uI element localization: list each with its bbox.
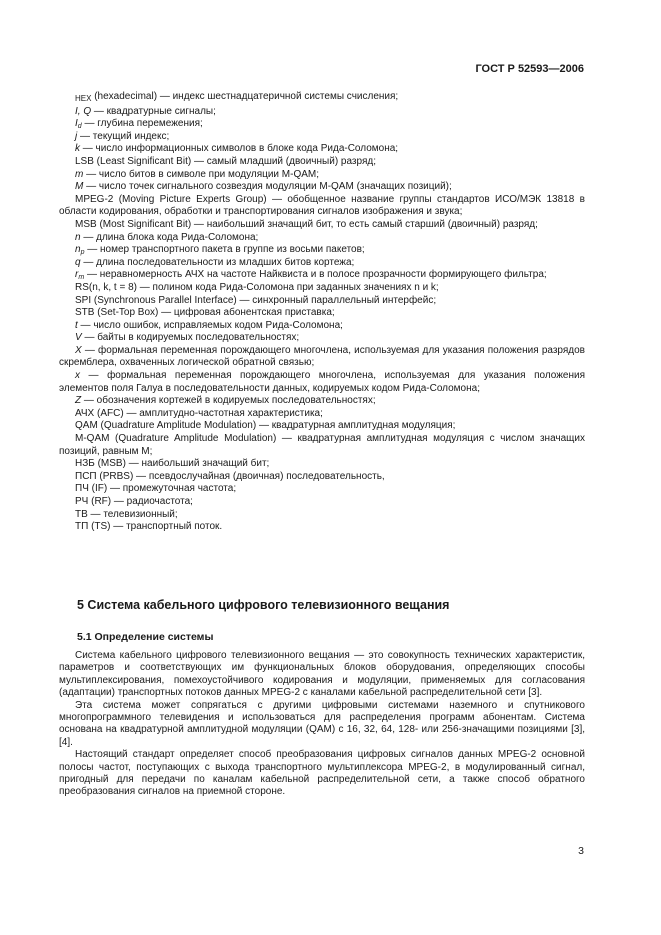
definition-text: (n, k, t = 8) — полином кода Рида-Соломона при заданных значениях n и k; xyxy=(88,281,439,293)
definition-item xyxy=(59,320,585,333)
definition-item xyxy=(59,181,585,194)
definition-item xyxy=(59,307,585,320)
definition-text: — текущий индекс; xyxy=(77,130,170,142)
definition-text: (RF) — радиочастота; xyxy=(88,496,193,507)
definition-symbol: M xyxy=(75,181,84,193)
definition-subscript: m xyxy=(78,274,85,282)
paragraph: Система кабельного цифрового телевизионного вещания — это совокупность технических характеристик, параметров и соответствующих им функциональных блоков оборудования, определяющих способы мультиплексирования, помехоустойчивого кодирования и модуляции, применяемых для согласования (адаптации) транспортных потоков данных MPEG-2 с каналами кабельной распределительной сети [3]. xyxy=(59,650,585,699)
definition-item xyxy=(59,521,585,534)
definition-symbol: m xyxy=(75,168,84,180)
definition-symbol: Z xyxy=(75,395,82,407)
definition-text: — длина последовательности из младших битов кортежа; xyxy=(80,256,355,268)
definition-item xyxy=(59,471,585,484)
definition-item xyxy=(59,332,585,345)
definition-symbol: X xyxy=(75,344,82,356)
definition-symbol: M-QAM xyxy=(75,433,110,445)
definition-item xyxy=(59,244,585,257)
definition-symbol: r xyxy=(75,269,79,281)
definition-text: — формальная переменная порождающего многочлена, используемая для указания положения элементов поля Галуа в последовательности данных, кодируемых кодом Рида-Соломона; xyxy=(59,370,585,394)
definition-text: (hexadecimal) — индекс шестнадцатеричной системы счисления; xyxy=(91,91,399,102)
definition-text: — число информационных символов в блоке кода Рида-Соломона; xyxy=(80,143,399,155)
definition-text: (Quadrature Amplitude Modulation) — квадратурная амплитудная модуляция с числом значащих позиций, равным M; xyxy=(59,433,585,457)
definition-text: — байты в кодируемых последовательностях; xyxy=(81,332,300,344)
definition-text: (Quadrature Amplitude Modulation) — квадратурная амплитудная модуляция; xyxy=(97,420,456,432)
definition-text: — число точек сигнального созвездия модуляции M-QAM (значащих позиций); xyxy=(83,181,452,193)
definition-item xyxy=(59,91,585,106)
definition-symbol: k xyxy=(75,143,80,155)
definition-item xyxy=(59,118,585,131)
definition-symbol: SPI xyxy=(75,294,92,306)
definition-text: (Synchronous Parallel Interface) — синхронный параллельный интерфейс; xyxy=(91,294,437,306)
definition-symbol: QAM xyxy=(75,420,98,432)
definition-item xyxy=(59,219,585,232)
definition-item xyxy=(59,509,585,522)
definition-text: (Set-Top Box) — цифровая абонентская приставка; xyxy=(94,307,335,319)
definition-symbol: RS xyxy=(75,281,89,293)
definition-text: (AFC) — амплитудно-частотная характеристика; xyxy=(94,407,323,419)
definition-symbol: LSB xyxy=(75,155,94,167)
definition-symbol: x xyxy=(75,370,80,382)
definition-item xyxy=(59,496,585,509)
definition-symbol: t xyxy=(75,319,78,331)
definition-item xyxy=(59,408,585,421)
definition-item xyxy=(59,345,585,370)
definition-text: (PRBS) — псевдослучайная (двоичная) последовательность, xyxy=(96,470,385,482)
definition-symbol: q xyxy=(75,256,81,268)
definition-text: — обозначения кортежей в кодируемых последовательностях; xyxy=(81,395,376,407)
definition-text: — квадратурные сигналы; xyxy=(91,105,216,117)
definition-text: (Moving Picture Experts Group) — обобщенное название группы стандартов ИСО/МЭК 13818 в области кодирования, обработки и транспортирования сигналов изображения и звука; xyxy=(59,193,585,218)
definition-text: — длина блока кода Рида-Соломона; xyxy=(80,231,259,243)
definition-text: — неравномерность АЧХ на частоте Найквиста и в полосе прозрачности формирующего фильтра; xyxy=(84,269,547,281)
definition-item xyxy=(59,483,585,496)
definition-item xyxy=(59,433,585,458)
definition-symbol: n xyxy=(75,244,81,256)
definition-symbol: n xyxy=(75,231,81,243)
definition-item xyxy=(59,395,585,408)
definition-symbol: НЗБ xyxy=(75,458,95,470)
definition-item xyxy=(59,169,585,182)
definition-symbol: MSB xyxy=(75,218,97,230)
definition-item xyxy=(59,131,585,144)
definition-text: (IF) — промежуточная частота; xyxy=(88,483,237,495)
definition-item xyxy=(59,370,585,395)
definition-text: — число битов в символе при модуляции M-QAM; xyxy=(83,168,320,180)
definition-symbol: STB xyxy=(75,307,95,319)
definition-item xyxy=(59,194,585,219)
definition-text: — число ошибок, исправляемых кодом Рида-Соломона; xyxy=(77,319,343,331)
definition-item xyxy=(59,232,585,245)
definition-text: — телевизионный; xyxy=(87,508,178,520)
definition-text: (TS) — транспортный поток. xyxy=(88,521,223,533)
definition-text: — глубина перемежения; xyxy=(81,118,203,130)
definition-item xyxy=(59,156,585,169)
definition-item xyxy=(59,282,585,295)
section-title: 5 Система кабельного цифрового телевизионного вещания xyxy=(77,598,450,612)
definition-symbol: ТВ xyxy=(75,508,88,520)
definition-symbol: ПЧ xyxy=(75,483,89,495)
definition-text: — номер транспортного пакета в группе из восьми пакетов; xyxy=(84,244,365,256)
definition-text: — формальная переменная порождающего многочлена, используемая для указания положения разрядов скремблера, охваченных логической обратной связью; xyxy=(59,344,585,369)
document-id: ГОСТ Р 52593—2006 xyxy=(475,63,584,75)
definition-symbol: j xyxy=(75,130,78,142)
definition-item xyxy=(59,295,585,308)
definition-symbol: РЧ xyxy=(75,496,89,507)
definition-item xyxy=(59,269,585,282)
definition-text: (Least Significant Bit) — самый младший (двоичный) разряд; xyxy=(93,155,376,167)
definition-symbol: ПСП xyxy=(75,470,97,482)
subsection-title: 5.1 Определение системы xyxy=(77,631,214,643)
definition-symbol: MPEG-2 xyxy=(75,193,114,205)
definition-subscript: d xyxy=(77,123,82,131)
definition-text: (Most Significant Bit) — наибольший значащий бит, то есть самый старший (двоичный) разряд; xyxy=(96,218,538,230)
definition-item xyxy=(59,420,585,433)
paragraph: Настоящий стандарт определяет способ преобразования цифровых сигналов данных MPEG-2 основной полосы частот, поступающих с выхода транспортного мультиплексора MPEG-2, в модулированный сигнал, пригодный для передачи по каналам кабельной распределительной сети, а также способ обратного преобразования сигналов на приемной стороне. xyxy=(59,749,585,798)
definition-subscript: p xyxy=(80,249,85,257)
definition-symbol: ТП xyxy=(75,521,89,533)
definition-item xyxy=(59,143,585,156)
definition-symbol: АЧХ xyxy=(75,407,95,419)
definition-symbol: HEX xyxy=(75,94,92,103)
section-body xyxy=(59,650,585,799)
paragraph: Эта система может сопрягаться с другими цифровыми системами наземного и спутникового многопрограммного телевидения и использоваться для распределения программ абонентам. Система основана на квадратурной амплитудной модуляции (QAM) с 16, 32, 64, 128- или 256-значащими позициями [3], [4]. xyxy=(59,699,585,748)
definition-symbol: I, Q xyxy=(75,105,92,117)
definition-symbol: I xyxy=(75,118,78,130)
definition-symbol: V xyxy=(75,332,82,344)
definition-text: (MSB) — наибольший значащий бит; xyxy=(94,458,270,470)
definitions-list xyxy=(59,91,585,534)
definition-item xyxy=(59,458,585,471)
definition-item xyxy=(59,106,585,119)
definition-item xyxy=(59,257,585,270)
page-number: 3 xyxy=(578,845,584,857)
